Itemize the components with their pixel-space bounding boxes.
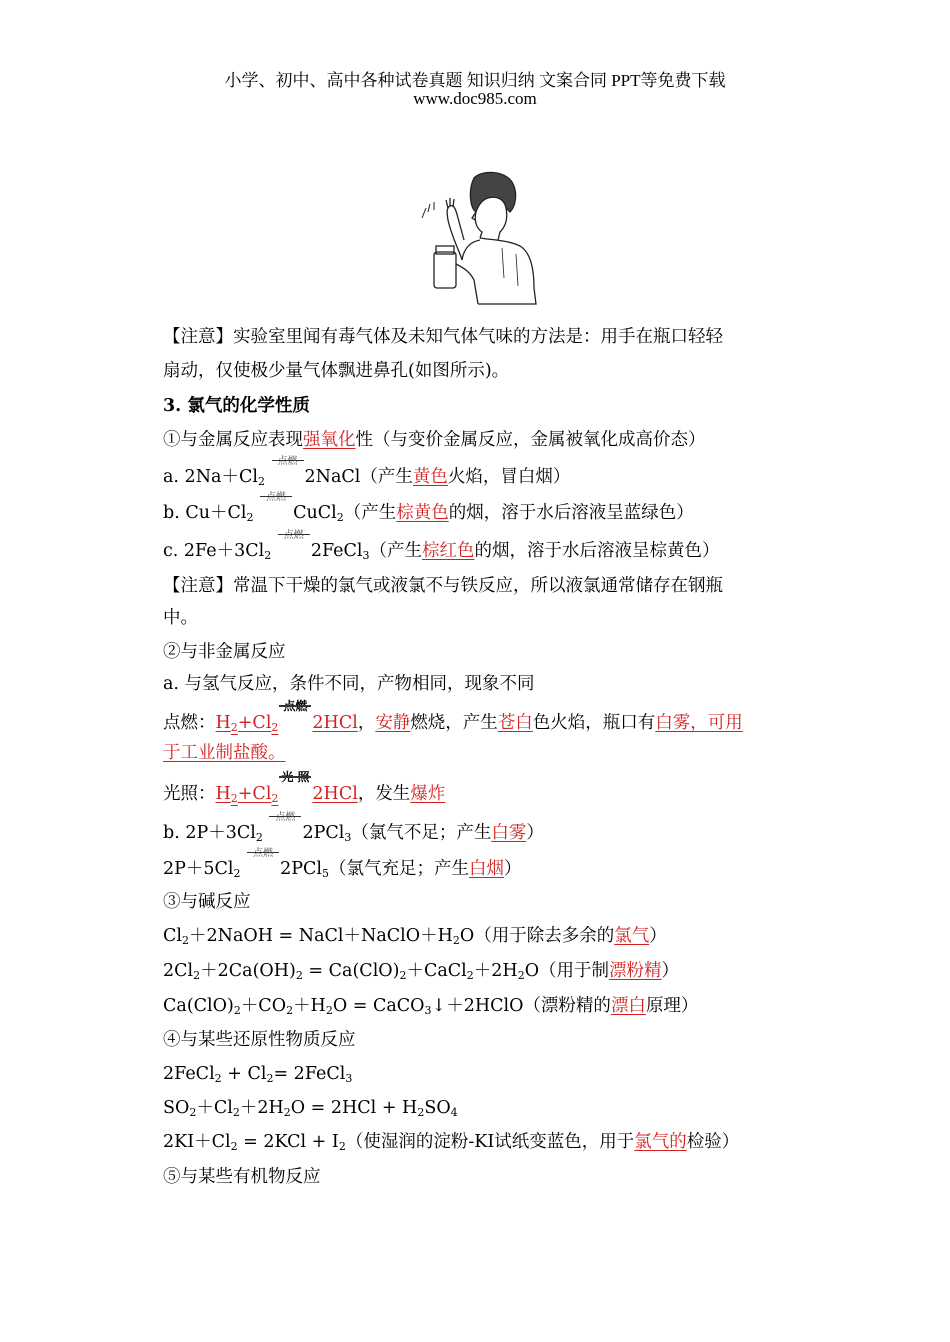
nonmetal-heading: ②与非金属反应 bbox=[163, 642, 286, 662]
equation-ki: $2KI+Cl_2 = 2KCl + I_2$（使湿润的淀粉-KI试纸变蓝色，用于氯气的检验） bbox=[163, 1132, 740, 1153]
header-line-1: 小学、初中、高中各种试卷真题 知识归纳 文案合同 PPT等免费下载 bbox=[224, 71, 726, 90]
organic-heading: ⑤与某些有机物反应 bbox=[163, 1167, 321, 1187]
reaction-condition: 点燃 bbox=[246, 856, 280, 874]
reaction-condition: 点燃 bbox=[277, 538, 311, 556]
equation-p-pcl5: $2P+5Cl_2$ 点燃 2PCl$_5$（氯气充足；产生白烟） bbox=[163, 848, 522, 880]
reaction-condition: 点燃 bbox=[278, 710, 312, 728]
equation-naoh: $Cl_2+2NaOH$ = $NaCl+NaClO+H_2O$（用于除去多余的氯气） bbox=[163, 926, 667, 947]
equation-na: a. $2Na+Cl_2$ 点燃 2NaCl（产生黄色火焰，冒白烟） bbox=[163, 456, 571, 488]
equation-caoh2: $2Cl_2+2Ca(OH)_2$ = $Ca(ClO)_2+CaCl_2+2H_2O$（用于制漂粉精） bbox=[163, 961, 680, 982]
header-url: www.doc985.com bbox=[413, 89, 537, 108]
equation-fe: c. $2Fe+3Cl_2$ 点燃 2FeCl$_3$（产生棕红色的烟，溶于水后溶液呈棕黄色） bbox=[163, 530, 720, 562]
reaction-condition: 点燃 bbox=[271, 464, 305, 482]
person-wafting-gas-icon bbox=[412, 168, 544, 308]
equation-so2: $SO_2+Cl_2+2H_2O = 2HCl + H_2SO_4$ bbox=[163, 1098, 458, 1119]
reaction-condition: 光 照 bbox=[281, 770, 310, 784]
note-smell-method: 【注意】实验室里闻有毒气体及未知气体气味的方法是：用手在瓶口轻轻 bbox=[163, 327, 723, 347]
equation-fecl2: 2FeCl$_2$ + $Cl_2=$ 2FeCl$_3$ bbox=[163, 1064, 353, 1085]
note-smell-method-cont: 扇动，仅使极少量气体飘进鼻孔(如图所示)。 bbox=[163, 361, 510, 381]
equation-bleach: $Ca(ClO)_2+CO_2+H_2O$ = CaCO$_3$↓＋2HClO（漂粉精的漂白原理） bbox=[163, 996, 699, 1017]
metal-reaction-heading: ①与金属反应表现强氧化性（与变价金属反应，金属被氧化成高价态） bbox=[163, 430, 706, 450]
hydrogen-heading: a. 与氢气反应，条件不同，产物相同，现象不同 bbox=[163, 674, 535, 694]
base-heading: ③与碱反应 bbox=[163, 892, 251, 912]
equation-h2-light: 光照：$H_2+Cl_2$ 光 照 2HCl，发生爆炸 bbox=[163, 770, 446, 805]
equation-h2-ignite: 点燃：$H_2+Cl_2$ 点燃 2HCl，安静燃烧，产生苍白色火焰，瓶口有白雾，可用 bbox=[163, 699, 743, 734]
reducing-heading: ④与某些还原性物质反应 bbox=[163, 1030, 356, 1050]
reaction-condition: 点燃 bbox=[268, 820, 302, 838]
reaction-condition: 点燃 bbox=[259, 500, 293, 518]
equation-cu: b. $Cu+Cl_2$ 点燃 CuCl$_2$（产生棕黄色的烟，溶于水后溶液呈蓝绿色） bbox=[163, 492, 694, 524]
section-title: 3. 氯气的化学性质 bbox=[163, 396, 310, 416]
equation-h2-ignite-cont: 于工业制盐酸。 bbox=[163, 743, 286, 763]
note-iron: 【注意】常温下干燥的氯气或液氯不与铁反应，所以液氯通常储存在钢瓶 bbox=[163, 576, 723, 596]
note-iron-cont: 中。 bbox=[163, 608, 198, 628]
equation-p-pcl3: b. $2P+3Cl_2$ 点燃 2PCl$_3$（氯气不足；产生白雾） bbox=[163, 812, 544, 844]
